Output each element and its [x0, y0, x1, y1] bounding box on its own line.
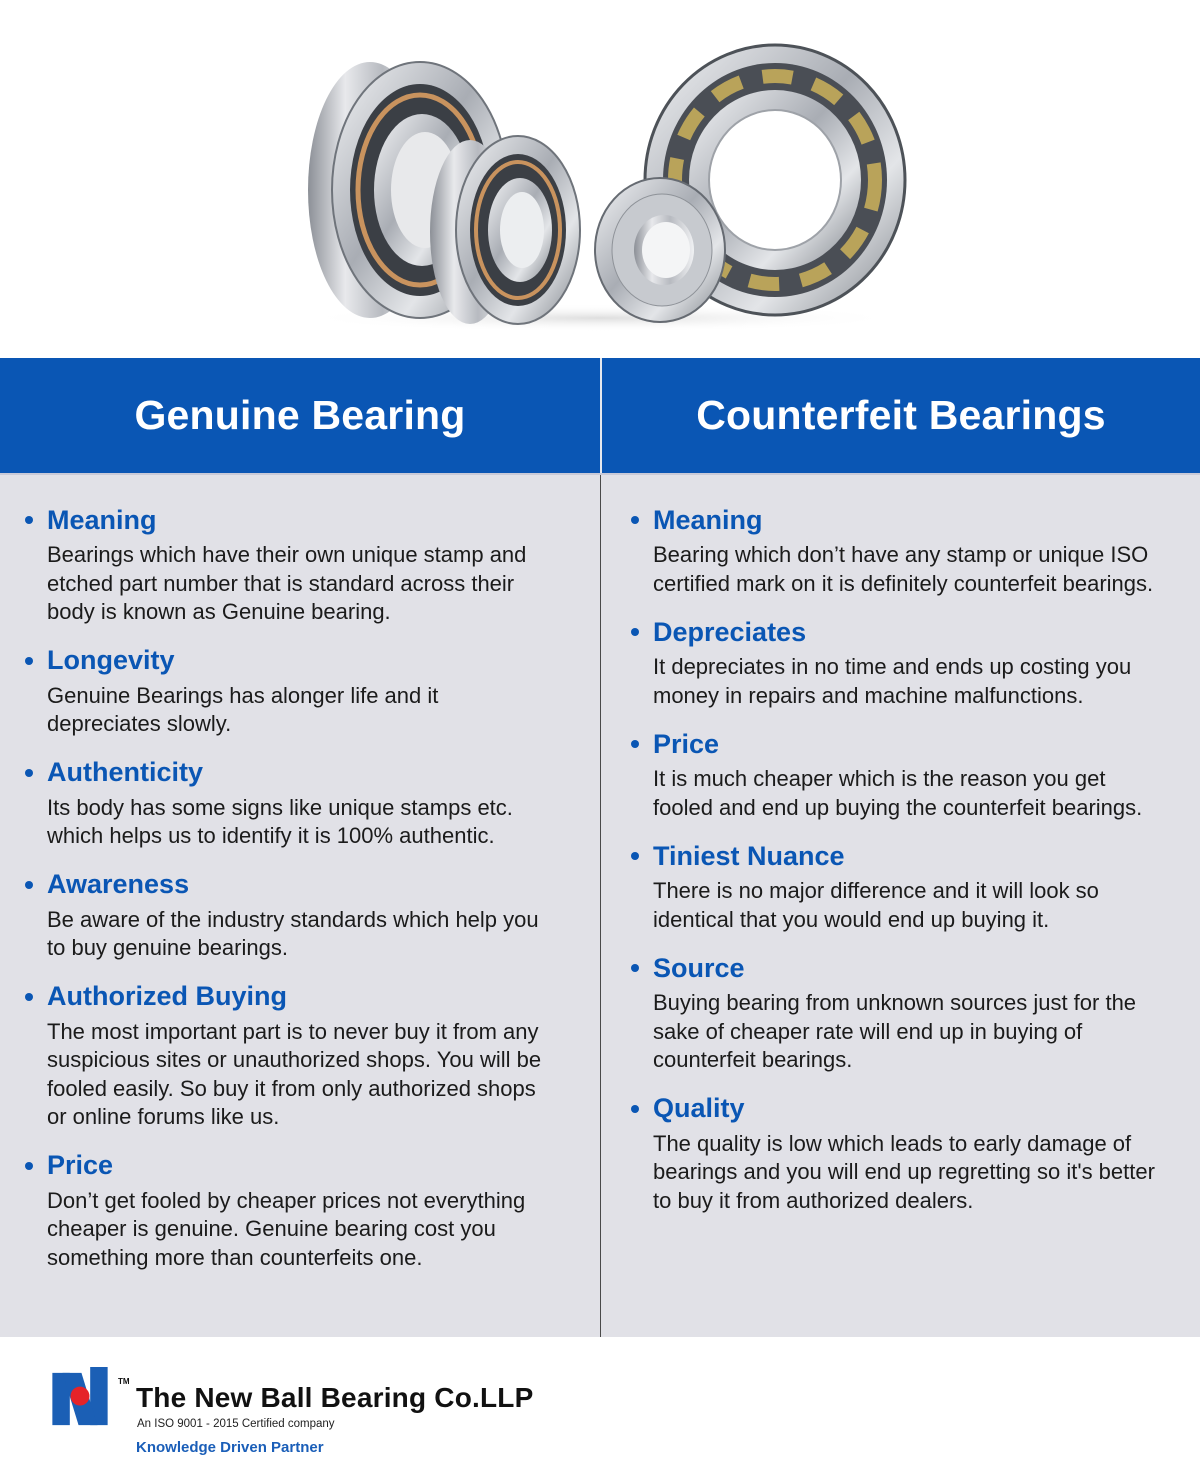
bullet-icon	[25, 881, 33, 889]
company-name: The New Ball Bearing Co.LLP	[136, 1382, 534, 1413]
counterfeit-column	[600, 475, 1200, 1337]
item-title: Authenticity	[47, 757, 204, 787]
counterfeit-title: Counterfeit Bearings	[696, 392, 1106, 438]
item-title: Depreciates	[653, 616, 807, 647]
list-item	[22, 756, 600, 851]
item-title: Meaning	[653, 504, 763, 535]
genuine-list	[0, 475, 600, 1272]
list-item	[22, 503, 600, 627]
certification-text: An ISO 9001 - 2015 Certified company	[137, 1418, 335, 1430]
trademark-mark: TM	[118, 1377, 130, 1386]
list-item	[628, 1092, 1200, 1216]
list-item	[628, 503, 1200, 598]
genuine-title: Genuine Bearing	[134, 392, 466, 438]
item-description: Genuine Bearings has alonger life and it depreciates slowly.	[47, 682, 439, 736]
genuine-bearing-small	[430, 136, 580, 324]
item-title: Longevity	[47, 645, 175, 675]
list-item	[22, 868, 600, 963]
bullet-icon	[631, 964, 639, 972]
counterfeit-bearing-small	[595, 178, 725, 322]
item-title: Authorized Buying	[47, 981, 287, 1011]
list-item	[628, 839, 1200, 934]
item-title: Tiniest Nuance	[653, 840, 845, 871]
footer-branding	[0, 1337, 1200, 1475]
counterfeit-list	[601, 475, 1200, 1215]
bullet-icon	[631, 628, 639, 636]
bullet-icon	[631, 852, 639, 860]
item-description: Bearing which don’t have any stamp or unique ISO certified mark on it is definitely counterfeit bearings.	[653, 542, 1154, 596]
item-description: Buying bearing from unknown sources just for the sake of cheaper rate will end up in buying of counterfeit bearings.	[653, 990, 1137, 1072]
bullet-icon	[631, 1105, 639, 1113]
comparison-headers	[0, 358, 1200, 473]
comparison-content	[0, 473, 1200, 1337]
item-description: The most important part is to never buy it from any suspicious sites or unauthorized shops. You will be fooled easily. So buy it from only authorized shops or online forums like us.	[47, 1018, 542, 1129]
item-title: Awareness	[47, 869, 190, 899]
list-item	[628, 615, 1200, 710]
item-description: There is no major difference and it will look so identical that you would end up buying it.	[653, 878, 1099, 932]
item-description: It depreciates in no time and ends up costing you money in repairs and machine malfunctions.	[653, 654, 1132, 708]
company-tagline: Knowledge Driven Partner	[136, 1439, 324, 1456]
list-item	[628, 951, 1200, 1075]
item-description: The quality is low which leads to early damage of bearings and you will end up regretting so it's better to buy it from authorized dealers.	[653, 1130, 1155, 1213]
bullet-icon	[25, 516, 33, 524]
item-title: Price	[653, 728, 720, 759]
genuine-header	[0, 358, 600, 473]
bullet-icon	[25, 657, 33, 665]
bullet-icon	[25, 1162, 33, 1170]
item-description: Its body has some signs like unique stamps etc. which helps us to identify it is 100% authentic.	[47, 794, 513, 848]
item-title: Source	[653, 952, 745, 983]
bullet-icon	[631, 516, 639, 524]
list-item	[22, 980, 600, 1132]
bullet-icon	[25, 993, 33, 1001]
genuine-column	[0, 475, 600, 1337]
list-item	[628, 727, 1200, 822]
item-description: It is much cheaper which is the reason you get fooled and end up buying the counterfeit bearings.	[653, 766, 1143, 820]
bullet-icon	[631, 740, 639, 748]
company-logo-icon	[42, 1367, 118, 1447]
bearings-illustration-icon	[0, 0, 1200, 358]
item-title: Quality	[653, 1093, 745, 1123]
counterfeit-header	[600, 358, 1200, 473]
item-description: Be aware of the industry standards which help you to buy genuine bearings.	[47, 906, 539, 960]
list-item	[22, 1149, 600, 1273]
hero-bearings-image	[0, 0, 1200, 358]
list-item	[22, 644, 600, 739]
bullet-icon	[25, 769, 33, 777]
item-description: Don’t get fooled by cheaper prices not everything cheaper is genuine. Genuine bearing cost you something more than counterfeits one.	[47, 1187, 526, 1270]
item-title: Meaning	[47, 504, 157, 535]
item-title: Price	[47, 1150, 114, 1180]
item-description: Bearings which have their own unique stamp and etched part number that is standard across their body is known as Genuine bearing.	[47, 542, 527, 624]
